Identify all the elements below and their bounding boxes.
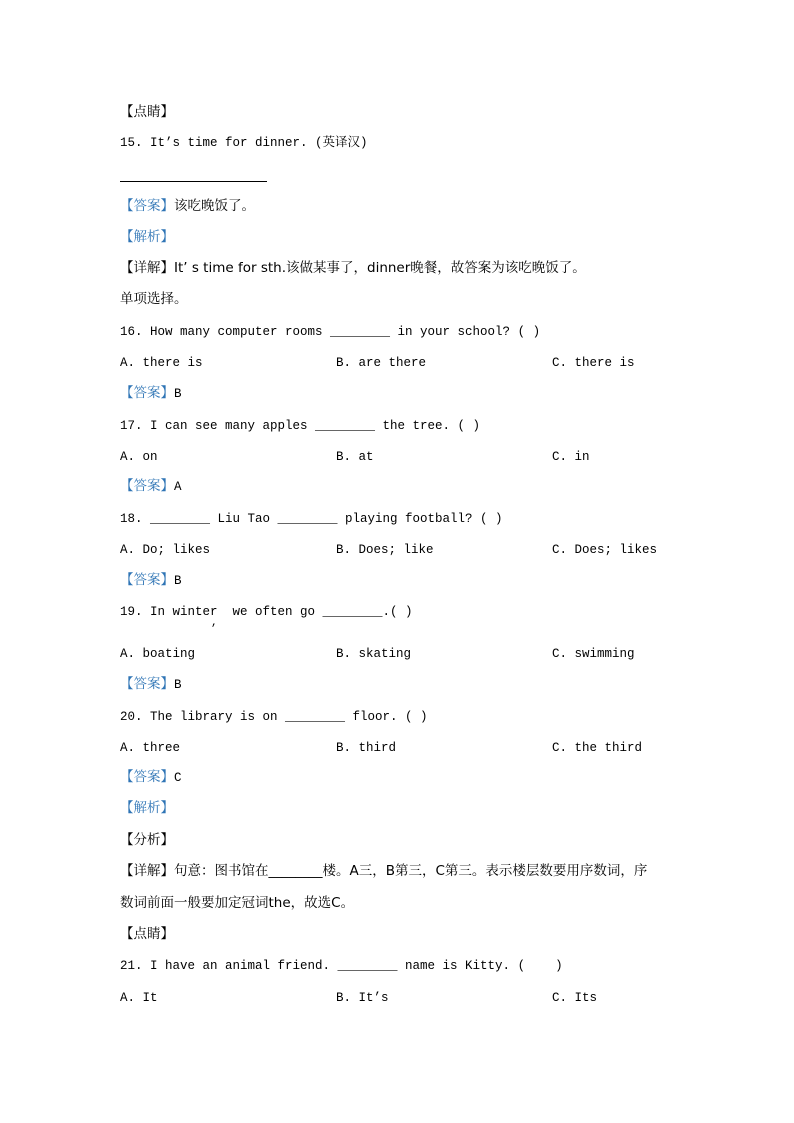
answer-value: C bbox=[174, 771, 182, 785]
option-c: C. there is bbox=[552, 356, 635, 370]
dianjing-label: 【点睛】 bbox=[120, 926, 174, 942]
answer-label: 【答案】 bbox=[120, 478, 174, 494]
dianjing-label: 【点睛】 bbox=[120, 104, 174, 120]
detail-label: 【详解】 bbox=[120, 260, 174, 276]
option-b: B. third bbox=[336, 741, 397, 755]
fenxi-label: 【分析】 bbox=[120, 832, 174, 848]
question-19: 19. In winter we often go ________.( ) bbox=[120, 605, 413, 619]
answer-15 bbox=[120, 198, 255, 214]
section-heading: 单项选择。 bbox=[120, 291, 188, 307]
question-18: 18. ________ Liu Tao ________ playing football? ( ) bbox=[120, 512, 503, 526]
stray-comma: , bbox=[211, 617, 218, 629]
answer-label: 【答案】 bbox=[120, 385, 174, 401]
option-c: C. Does; likes bbox=[552, 543, 658, 557]
option-a: A. three bbox=[120, 741, 181, 755]
answer-17 bbox=[120, 478, 182, 494]
question-16: 16. How many computer rooms ________ in your school? ( ) bbox=[120, 325, 541, 339]
option-b: B. Does; like bbox=[336, 543, 434, 557]
option-b: B. It’s bbox=[336, 991, 389, 1005]
option-a: A. there is bbox=[120, 356, 203, 370]
answer-value: B bbox=[174, 574, 182, 588]
question-20: 20. The library is on ________ floor. ( ) bbox=[120, 710, 428, 724]
answer-label: 【答案】 bbox=[120, 198, 174, 214]
option-a: A. It bbox=[120, 991, 158, 1005]
answer-19 bbox=[120, 676, 182, 692]
answer-18 bbox=[120, 572, 182, 588]
option-c: C. Its bbox=[552, 991, 598, 1005]
option-c: C. swimming bbox=[552, 647, 635, 661]
answer-value: 该吃晚饭了。 bbox=[174, 198, 255, 214]
detail-20-line2: 数词前面一般要加定冠词the，故选C。 bbox=[120, 895, 355, 911]
answer-label: 【答案】 bbox=[120, 769, 174, 785]
option-a: A. Do; likes bbox=[120, 543, 211, 557]
option-c: C. in bbox=[552, 450, 590, 464]
jiexi-label: 【解析】 bbox=[120, 229, 174, 245]
answer-blank-line bbox=[120, 181, 267, 182]
answer-value: B bbox=[174, 387, 182, 401]
detail-20-line1 bbox=[120, 863, 647, 879]
question-21: 21. I have an animal friend. ________ name is Kitty. ( ) bbox=[120, 959, 563, 973]
answer-label: 【答案】 bbox=[120, 676, 174, 692]
option-b: B. are there bbox=[336, 356, 427, 370]
question-15: 15. It’s time for dinner. (英译汉) bbox=[120, 136, 368, 150]
answer-20 bbox=[120, 769, 182, 785]
detail-text: It’ s time for sth.该做某事了，dinner晚餐，故答案为该吃晚饭了。 bbox=[174, 260, 586, 276]
detail-text: 句意：图书馆在________楼。A三，B第三，C第三。表示楼层数要用序数词，序 bbox=[174, 863, 648, 879]
answer-value: B bbox=[174, 678, 182, 692]
option-a: A. on bbox=[120, 450, 158, 464]
option-b: B. skating bbox=[336, 647, 412, 661]
answer-value: A bbox=[174, 480, 182, 494]
jiexi-label: 【解析】 bbox=[120, 800, 174, 816]
option-b: B. at bbox=[336, 450, 374, 464]
option-a: A. boating bbox=[120, 647, 196, 661]
detail-label: 【详解】 bbox=[120, 863, 174, 879]
option-c: C. the third bbox=[552, 741, 643, 755]
answer-16 bbox=[120, 385, 182, 401]
question-17: 17. I can see many apples ________ the tree. ( ) bbox=[120, 419, 481, 433]
detail-15 bbox=[120, 260, 586, 276]
answer-label: 【答案】 bbox=[120, 572, 174, 588]
